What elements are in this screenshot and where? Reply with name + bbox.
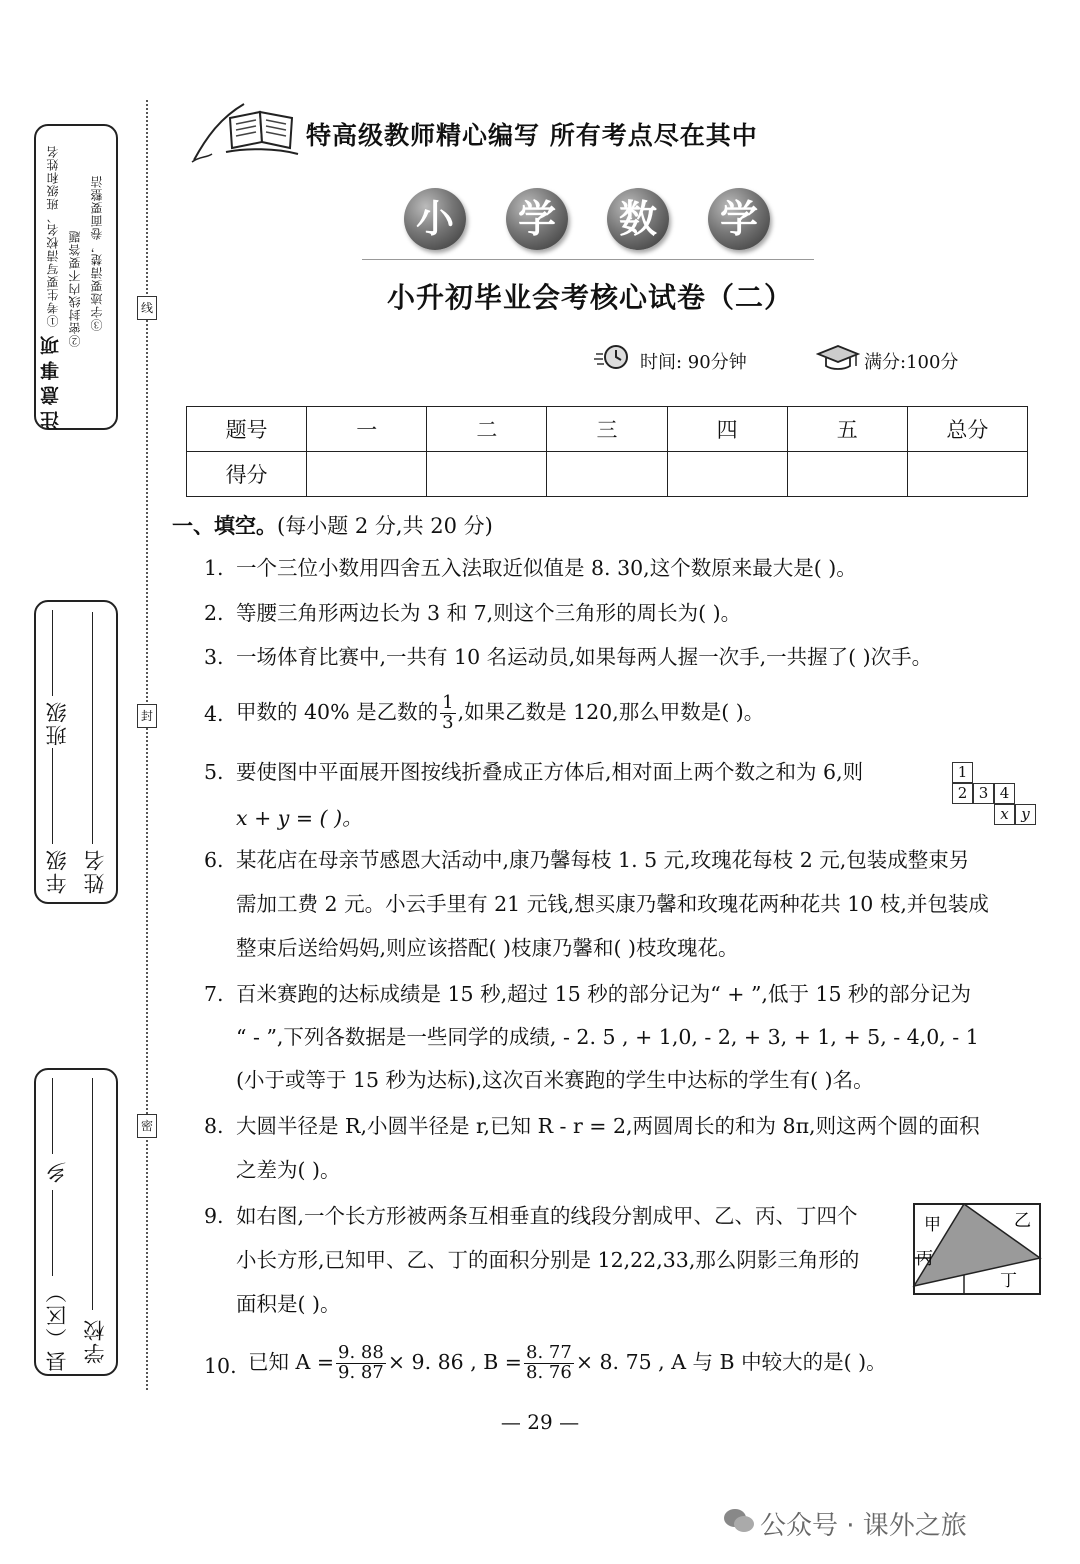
table-row xyxy=(187,452,1028,497)
page-subtitle: 小升初毕业会考核心试卷（二） xyxy=(386,281,793,314)
question-9-line-2: 小长方形,已知甲、乙、丁的面积分别是 12,22,33,那么阴影三角形的 xyxy=(236,1248,860,1272)
score-entry-cell[interactable] xyxy=(667,452,787,497)
question-9-line-3: 面积是( )。 xyxy=(236,1292,341,1316)
fraction-denominator: 3 xyxy=(442,712,454,733)
label-yi: 乙 xyxy=(1014,1211,1031,1231)
question-4 xyxy=(236,690,764,734)
fraction-numerator: 1 xyxy=(442,692,454,714)
question-3: 一场体育比赛中,一共有 10 名运动员,如果每两人握一次手,一共握了( )次手。 xyxy=(236,645,933,669)
question-10-part-a: 已知 A = xyxy=(248,1350,335,1374)
wechat-icon xyxy=(722,1506,756,1536)
table-cell: 得分 xyxy=(187,452,307,497)
question-6-line-1: 某花店在母亲节感恩大活动中,康乃馨每枝 1. 5 元,玫瑰花每枝 2 元,包装成整束另 xyxy=(236,848,970,872)
score-entry-cell[interactable] xyxy=(547,452,667,497)
question-6-line-3: 整束后送给妈妈,则应该搭配( )枝康乃馨和( )枝玫瑰花。 xyxy=(236,936,739,960)
question-number: 5. xyxy=(204,760,224,784)
tag-line: 线 xyxy=(137,296,157,320)
grade-label: 年级 xyxy=(45,848,69,894)
county-label: 县（区） xyxy=(45,1280,69,1372)
net-cell: y xyxy=(1015,804,1036,825)
score-entry-cell[interactable] xyxy=(307,452,427,497)
question-4-part-b: ,如果乙数是 120,那么甲数是( )。 xyxy=(457,700,765,724)
table-cell: 题号 xyxy=(187,407,307,452)
fraction-denominator: 8. 76 xyxy=(526,1362,572,1383)
score-entry-cell[interactable] xyxy=(907,452,1027,497)
question-number: 6. xyxy=(204,848,224,872)
note-2: ②密封线内不要答题 xyxy=(68,230,82,347)
question-number: 3. xyxy=(204,645,224,669)
label-bing: 丙 xyxy=(916,1249,933,1269)
net-cell: 3 xyxy=(973,783,994,804)
table-cell: 二 xyxy=(427,407,547,452)
question-number: 2. xyxy=(204,601,224,625)
score-entry-cell[interactable] xyxy=(787,452,907,497)
score-entry-cell[interactable] xyxy=(427,452,547,497)
class-field[interactable] xyxy=(52,610,53,696)
fraction-a xyxy=(336,1344,386,1383)
fraction-numerator: 9. 88 xyxy=(338,1342,384,1364)
question-number: 1. xyxy=(204,556,224,580)
table-cell: 五 xyxy=(787,407,907,452)
time-info: 时间: 90分钟 xyxy=(640,352,747,373)
name-label: 姓名 xyxy=(83,848,107,894)
question-number: 8. xyxy=(204,1114,224,1138)
question-7-line-3: (小于或等于 15 秒为达标),这次百米赛跑的学生中达标的学生有( )名。 xyxy=(236,1068,874,1092)
school-field[interactable] xyxy=(92,1078,93,1310)
slogan: 特高级教师精心编写 所有考点尽在其中 xyxy=(306,121,758,150)
title-char-3: 数 xyxy=(607,188,669,250)
graduation-cap-icon xyxy=(816,344,860,372)
town-field[interactable] xyxy=(52,1078,53,1154)
note-1: ①考生要写清校名、班级和姓名 xyxy=(46,145,60,327)
question-2: 等腰三角形两边长为 3 和 7,则这个三角形的周长为( )。 xyxy=(236,601,742,625)
question-1: 一个三位小数用四舍五入法取近似值是 8. 30,这个数原来最大是( )。 xyxy=(236,556,857,580)
rectangle-figure xyxy=(912,1202,1042,1296)
book-quill-icon xyxy=(186,98,306,168)
net-cell: 4 xyxy=(994,783,1015,804)
section-heading: 一、填空。 xyxy=(172,514,277,538)
notes-label: 注意事项 xyxy=(40,330,62,430)
section-title xyxy=(172,510,493,540)
title-divider xyxy=(362,259,814,260)
fraction-numerator: 8. 77 xyxy=(526,1342,572,1364)
question-10 xyxy=(248,1340,887,1384)
question-10-part-b: × 9. 86 , B = xyxy=(387,1350,522,1374)
question-9-line-1: 如右图,一个长方形被两条互相垂直的线段分割成甲、乙、丙、丁四个 xyxy=(236,1204,858,1228)
page-number: — 29 — xyxy=(500,1410,580,1434)
fraction-b xyxy=(524,1344,574,1383)
net-cell: x xyxy=(994,804,1015,825)
note-3: ③字迹要清楚，卷面要整洁 xyxy=(90,175,104,331)
tag-secret: 密 xyxy=(137,1114,157,1138)
fraction-one-third xyxy=(440,694,455,733)
question-7-line-2: “ - ”,下列各数据是一些同学的成绩, - 2. 5 , + 1,0, - 2, + 3, + 1, + 5, - 4,0, - 1 xyxy=(236,1025,979,1049)
question-5-line-1: 要使图中平面展开图按线折叠成正方体后,相对面上两个数之和为 6,则 xyxy=(236,760,864,784)
title-char-1: 小 xyxy=(404,188,466,250)
question-7-line-1: 百米赛跑的达标成绩是 15 秒,超过 15 秒的部分记为“ + ”,低于 15 秒的部分记为 xyxy=(236,982,972,1006)
question-4-part-a: 甲数的 40% 是乙数的 xyxy=(236,700,439,724)
table-cell: 总分 xyxy=(907,407,1027,452)
score-table xyxy=(186,406,1028,497)
fraction-denominator: 9. 87 xyxy=(338,1362,384,1383)
watermark: 公众号 · 课外之旅 xyxy=(760,1511,967,1541)
county-field[interactable] xyxy=(52,1190,53,1276)
school-label: 学校 xyxy=(83,1318,107,1364)
table-row xyxy=(187,407,1028,452)
question-8-line-1: 大圆半径是 R,小圆半径是 r,已知 R - r = 2,两圆周长的和为 8π,则这两个圆的面积 xyxy=(236,1114,980,1138)
question-number: 9. xyxy=(204,1204,224,1228)
question-number: 10. xyxy=(204,1354,237,1378)
seal-dotted-line xyxy=(146,100,148,1390)
section-note: (每小题 2 分,共 20 分) xyxy=(277,514,493,538)
title-char-2: 学 xyxy=(506,188,568,250)
grade-field[interactable] xyxy=(52,748,53,844)
question-6-line-2: 需加工费 2 元。小云手里有 21 元钱,想买康乃馨和玫瑰花两种花共 10 枝,并包装成 xyxy=(236,892,989,916)
name-field[interactable] xyxy=(92,612,93,844)
question-10-part-c: × 8. 75 , A 与 B 中较大的是( )。 xyxy=(575,1350,887,1374)
table-cell: 一 xyxy=(307,407,427,452)
label-ding: 丁 xyxy=(1000,1271,1017,1291)
clock-icon xyxy=(594,342,636,372)
tag-seal: 封 xyxy=(137,704,157,728)
town-label: 乡 xyxy=(45,1160,69,1183)
full-score-info: 满分:100分 xyxy=(864,352,959,373)
question-number: 7. xyxy=(204,982,224,1006)
question-5-line-2: x + y = ( )。 xyxy=(236,806,363,830)
label-jia: 甲 xyxy=(924,1215,941,1235)
net-cell: 1 xyxy=(952,762,973,783)
table-cell: 三 xyxy=(547,407,667,452)
class-label: 班级 xyxy=(45,700,69,746)
table-cell: 四 xyxy=(667,407,787,452)
net-cell: 2 xyxy=(952,783,973,804)
question-number: 4. xyxy=(204,702,224,726)
title-char-4: 学 xyxy=(708,188,770,250)
question-8-line-2: 之差为( )。 xyxy=(236,1158,341,1182)
